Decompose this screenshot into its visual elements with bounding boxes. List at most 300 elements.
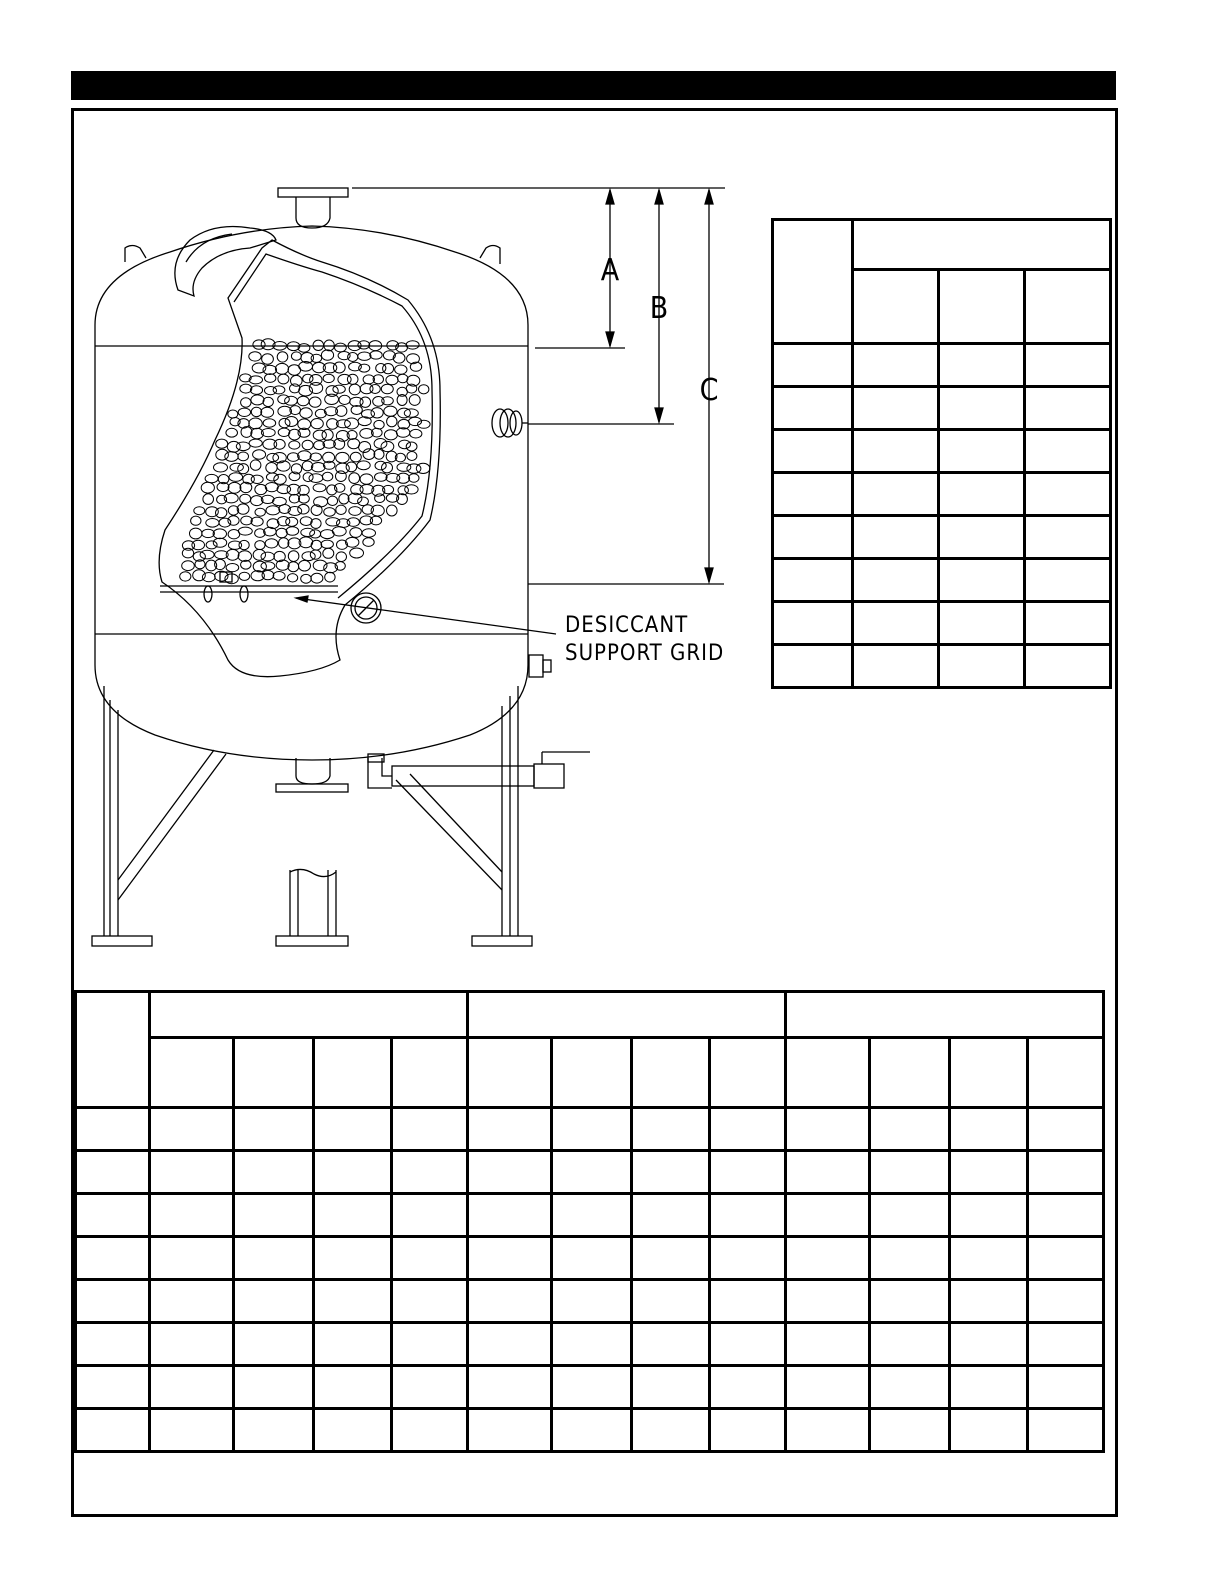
data-table-group-1 — [150, 992, 468, 1038]
desiccant-bead — [238, 408, 250, 416]
desiccant-bead — [359, 364, 370, 372]
dimension-table-cell — [853, 387, 939, 430]
dimension-table — [771, 218, 1112, 689]
desiccant-bead — [384, 406, 397, 416]
data-table-cell — [314, 1108, 392, 1151]
desiccant-bead — [228, 482, 241, 493]
dimension-table-row — [773, 344, 1111, 387]
dimension-table-cell — [1025, 387, 1111, 430]
desiccant-bead — [279, 538, 289, 548]
desiccant-bead — [298, 504, 309, 514]
data-table-cell — [234, 1323, 314, 1366]
data-table-cell — [632, 1108, 710, 1151]
desiccant-bead — [182, 548, 193, 558]
data-table-subheader — [950, 1038, 1028, 1108]
data-table-subheader — [314, 1038, 392, 1108]
data-table-cell — [234, 1366, 314, 1409]
desiccant-bead — [286, 527, 299, 536]
desiccant-bead — [214, 463, 228, 472]
data-table-cell — [710, 1108, 786, 1151]
desiccant-bead — [310, 453, 321, 461]
desiccant-bead — [370, 516, 381, 525]
desiccant-bead — [249, 439, 262, 447]
dimension-table-row — [773, 645, 1111, 688]
data-table-row — [76, 1237, 1104, 1280]
desiccant-bead — [335, 343, 347, 352]
desiccant-bead — [386, 375, 398, 385]
data-table-cell — [786, 1108, 870, 1151]
data-table-cell — [234, 1151, 314, 1194]
dimension-table-cell — [853, 516, 939, 559]
dimension-table-row — [773, 559, 1111, 602]
desiccant-bead — [346, 462, 357, 472]
desiccant-bead — [289, 494, 299, 503]
data-table-cell — [950, 1237, 1028, 1280]
data-table-cell — [468, 1151, 552, 1194]
desiccant-bead — [264, 527, 277, 536]
desiccant-bead — [370, 351, 382, 359]
data-table-cell — [870, 1194, 950, 1237]
data-table-cell — [1028, 1108, 1104, 1151]
desiccant-bead — [240, 494, 251, 503]
dimension-table-cell — [853, 602, 939, 645]
desiccant-bead — [192, 540, 205, 550]
desiccant-bead — [375, 473, 388, 482]
data-table-cell — [870, 1237, 950, 1280]
desiccant-bead — [399, 440, 411, 449]
desiccant-bead — [236, 442, 250, 451]
desiccant-bead — [382, 463, 393, 473]
dimension-table-cell — [939, 516, 1025, 559]
desiccant-bead — [350, 452, 361, 462]
data-table-cell — [234, 1409, 314, 1452]
desiccant-bead — [261, 407, 274, 417]
desiccant-bead — [416, 463, 430, 473]
dimension-table-cell — [1025, 602, 1111, 645]
data-table-cell — [552, 1108, 632, 1151]
desiccant-bead — [363, 538, 374, 547]
data-table-cell — [392, 1151, 468, 1194]
desiccant-bead — [357, 461, 370, 470]
data-table-cell — [786, 1151, 870, 1194]
desiccant-bead — [323, 374, 334, 382]
desiccant-bead — [324, 508, 336, 517]
data-table-group-2 — [468, 992, 786, 1038]
data-table-cell — [552, 1323, 632, 1366]
data-table-cell — [632, 1280, 710, 1323]
desiccant-bead — [250, 386, 262, 395]
dimension-table-cell — [939, 430, 1025, 473]
desiccant-bead — [238, 452, 249, 461]
data-table-cell — [76, 1194, 150, 1237]
data-table-cell — [950, 1108, 1028, 1151]
desiccant-bead — [255, 508, 265, 516]
desiccant-bead — [374, 449, 384, 459]
desiccant-bead — [301, 528, 315, 536]
desiccant-bead — [249, 376, 262, 384]
desiccant-bead — [249, 418, 262, 429]
data-table-cell — [1028, 1280, 1104, 1323]
data-table — [74, 990, 1105, 1453]
data-table-corner — [76, 992, 150, 1108]
top-flange — [278, 188, 348, 197]
desiccant-bead — [303, 473, 313, 482]
desiccant-bead — [300, 408, 312, 418]
callout-leader — [296, 598, 556, 634]
desiccant-bead — [286, 517, 298, 526]
desiccant-bead — [406, 341, 419, 349]
desiccant-bead — [311, 354, 322, 362]
desiccant-bead — [263, 439, 277, 449]
dimension-table-cell — [773, 516, 853, 559]
data-table-subheader — [392, 1038, 468, 1108]
data-table-cell — [710, 1237, 786, 1280]
data-table-cell — [632, 1366, 710, 1409]
dimension-table-cell — [853, 645, 939, 688]
desiccant-bead — [374, 420, 384, 429]
desiccant-bead — [251, 395, 264, 405]
desiccant-bead — [202, 529, 215, 537]
desiccant-bead — [253, 450, 266, 459]
dimension-table-cell — [939, 602, 1025, 645]
desiccant-bead — [406, 442, 417, 451]
desiccant-bead — [249, 352, 261, 361]
data-table-cell — [950, 1409, 1028, 1452]
data-table-cell — [950, 1280, 1028, 1323]
desiccant-bead — [230, 463, 243, 471]
data-table-cell — [632, 1151, 710, 1194]
desiccant-bead — [213, 529, 226, 539]
desiccant-bead — [263, 419, 276, 427]
desiccant-bead — [285, 396, 298, 405]
data-table-cell — [468, 1409, 552, 1452]
desiccant-bead — [202, 573, 215, 582]
desiccant-bead — [203, 494, 214, 505]
desiccant-bead — [238, 551, 251, 562]
dimension-table-cell — [773, 430, 853, 473]
desiccant-bead — [239, 572, 250, 580]
desiccant-bead — [201, 482, 214, 493]
desiccant-bead — [191, 516, 201, 525]
desiccant-bead — [410, 429, 422, 438]
dimension-table-cell — [1025, 430, 1111, 473]
desiccant-bead — [345, 418, 359, 429]
side-nozzle-upper — [492, 409, 528, 437]
data-table-cell — [468, 1366, 552, 1409]
data-table-cell — [1028, 1409, 1104, 1452]
desiccant-bead — [311, 540, 322, 550]
desiccant-bead — [347, 431, 357, 440]
desiccant-bead — [349, 507, 361, 516]
data-table-subheader — [1028, 1038, 1104, 1108]
desiccant-bead — [240, 384, 252, 393]
desiccant-bead — [310, 550, 321, 559]
data-table-cell — [150, 1108, 234, 1151]
data-table-cell — [468, 1280, 552, 1323]
cutaway — [159, 240, 440, 677]
dimension-table-col-c — [1025, 270, 1111, 344]
data-table-cell — [392, 1237, 468, 1280]
desiccant-bead — [313, 484, 326, 492]
desiccant-bead — [409, 474, 419, 482]
desiccant-bead — [325, 394, 339, 404]
dimension-table-cell — [1025, 645, 1111, 688]
desiccant-bead — [225, 452, 238, 462]
data-table-cell — [552, 1194, 632, 1237]
desiccant-bead — [419, 385, 429, 394]
data-table-group-3 — [786, 992, 1104, 1038]
desiccant-bead — [381, 384, 393, 394]
data-table-subheader — [552, 1038, 632, 1108]
desiccant-bead — [241, 427, 252, 438]
data-table-cell — [468, 1323, 552, 1366]
desiccant-bead — [278, 374, 289, 384]
desiccant-bead — [313, 430, 326, 440]
data-table-cell — [552, 1280, 632, 1323]
data-table-cell — [150, 1151, 234, 1194]
data-table-cell — [234, 1194, 314, 1237]
desiccant-bead — [278, 428, 290, 436]
desiccant-bead — [397, 473, 410, 483]
desiccant-bead — [409, 395, 420, 406]
desiccant-bead — [339, 395, 350, 404]
dimension-label-b: B — [649, 291, 669, 326]
desiccant-bead — [274, 439, 285, 449]
desiccant-bead — [311, 573, 323, 583]
data-table-cell — [870, 1366, 950, 1409]
desiccant-bead — [309, 474, 323, 483]
desiccant-bead — [347, 374, 358, 384]
data-table-cell — [1028, 1366, 1104, 1409]
desiccant-bead — [278, 395, 290, 404]
desiccant-bead — [200, 550, 214, 559]
bottom-flange — [276, 784, 348, 792]
dimension-label-c: C — [699, 373, 719, 408]
data-table-cell — [710, 1366, 786, 1409]
desiccant-bead — [262, 354, 274, 365]
data-table-row — [76, 1409, 1104, 1452]
desiccant-bead — [266, 463, 277, 474]
data-table-subheader — [632, 1038, 710, 1108]
data-table-cell — [76, 1366, 150, 1409]
side-port-right — [529, 655, 551, 677]
desiccant-bead — [310, 530, 321, 538]
data-table-cell — [786, 1237, 870, 1280]
desiccant-bead — [347, 518, 359, 527]
desiccant-bead — [297, 396, 309, 406]
desiccant-bead — [266, 473, 278, 481]
desiccant-bead — [360, 397, 371, 407]
data-table-cell — [314, 1194, 392, 1237]
desiccant-bead — [301, 574, 312, 583]
data-table-cell — [632, 1194, 710, 1237]
dimension-table-row — [773, 473, 1111, 516]
dimension-table-cell — [853, 344, 939, 387]
desiccant-bead — [322, 430, 333, 441]
dimension-lines — [352, 188, 725, 584]
desiccant-bead — [262, 570, 274, 579]
desiccant-bead — [371, 408, 383, 418]
data-table-cell — [234, 1108, 314, 1151]
dimension-table-row — [773, 516, 1111, 559]
data-table-cell — [552, 1366, 632, 1409]
desiccant-bead — [327, 496, 337, 505]
desiccant-bead — [309, 397, 321, 407]
desiccant-bead — [348, 439, 360, 449]
desiccant-beads — [180, 339, 430, 584]
desiccant-bead — [321, 350, 333, 360]
dimension-table-row — [773, 387, 1111, 430]
desiccant-bead — [206, 519, 219, 528]
desiccant-bead — [362, 529, 375, 537]
desiccant-bead — [348, 353, 358, 362]
data-table-cell — [786, 1409, 870, 1452]
data-table-subheader — [150, 1038, 234, 1108]
desiccant-bead — [336, 471, 347, 482]
desiccant-bead — [299, 560, 311, 571]
desiccant-bead — [333, 385, 345, 393]
data-table-cell — [710, 1151, 786, 1194]
support-legs — [92, 686, 532, 946]
dimension-table-cell — [939, 645, 1025, 688]
data-table-cell — [76, 1409, 150, 1452]
dimension-table-cell — [1025, 344, 1111, 387]
desiccant-bead — [278, 406, 292, 416]
desiccant-bead — [285, 417, 298, 427]
dimension-table-row — [773, 430, 1111, 473]
dimension-table-cell — [773, 559, 853, 602]
desiccant-bead — [182, 561, 195, 571]
data-table-row — [76, 1194, 1104, 1237]
dimension-table-cell — [1025, 473, 1111, 516]
data-table-cell — [710, 1280, 786, 1323]
desiccant-bead — [216, 439, 228, 448]
desiccant-bead — [382, 397, 394, 405]
data-table-cell — [392, 1108, 468, 1151]
data-table-cell — [552, 1237, 632, 1280]
desiccant-bead — [261, 552, 274, 561]
data-table-cell — [786, 1323, 870, 1366]
desiccant-bead — [370, 385, 380, 394]
desiccant-bead — [336, 452, 349, 463]
desiccant-bead — [206, 541, 217, 549]
data-table-cell — [392, 1366, 468, 1409]
desiccant-bead — [387, 505, 398, 516]
desiccant-bead — [321, 540, 333, 548]
desiccant-bead — [190, 528, 202, 539]
lifting-lug-right — [480, 246, 500, 265]
desiccant-bead — [250, 460, 261, 470]
data-table-cell — [76, 1323, 150, 1366]
desiccant-bead — [374, 439, 387, 449]
data-table-subheader — [870, 1038, 950, 1108]
dimension-table-cell — [853, 473, 939, 516]
desiccant-bead — [216, 508, 227, 518]
desiccant-bead — [194, 507, 205, 515]
data-table-cell — [314, 1151, 392, 1194]
callout-line-2: SUPPORT GRID — [565, 641, 725, 666]
data-table-cell — [392, 1280, 468, 1323]
dimension-label-a: A — [600, 253, 620, 288]
data-table-cell — [710, 1194, 786, 1237]
data-table-cell — [150, 1280, 234, 1323]
data-table-cell — [392, 1409, 468, 1452]
data-table-cell — [1028, 1237, 1104, 1280]
data-table-subheader — [234, 1038, 314, 1108]
dimension-table-row — [773, 602, 1111, 645]
desiccant-bead — [253, 549, 265, 560]
vessel-shell — [95, 226, 528, 760]
dimension-table-group-header — [853, 220, 1111, 270]
data-table-cell — [392, 1194, 468, 1237]
desiccant-bead — [273, 572, 285, 581]
callout-line-1: DESICCANT — [565, 613, 689, 638]
desiccant-bead — [323, 548, 334, 558]
data-table-row — [76, 1108, 1104, 1151]
desiccant-bead — [358, 341, 370, 349]
desiccant-bead — [332, 527, 346, 536]
data-table-cell — [150, 1194, 234, 1237]
desiccant-bead — [255, 541, 265, 550]
desiccant-bead — [349, 473, 360, 484]
bottom-nozzle — [296, 758, 330, 784]
desiccant-bead — [358, 417, 371, 426]
desiccant-bead — [251, 517, 263, 526]
desiccant-bead — [339, 494, 349, 504]
desiccant-bead — [276, 560, 289, 570]
dimension-table-cell — [773, 387, 853, 430]
dimension-table-cell — [1025, 516, 1111, 559]
lifting-lug-left — [125, 246, 146, 263]
desiccant-bead — [277, 352, 288, 362]
desiccant-bead — [275, 363, 288, 374]
desiccant-bead — [291, 352, 301, 360]
data-table-cell — [468, 1237, 552, 1280]
desiccant-bead — [349, 384, 360, 395]
desiccant-bead — [263, 397, 273, 406]
desiccant-bead — [375, 494, 385, 503]
data-table-cell — [1028, 1151, 1104, 1194]
desiccant-bead — [241, 516, 253, 525]
desiccant-bead — [313, 340, 324, 350]
data-table-cell — [468, 1108, 552, 1151]
desiccant-bead — [265, 374, 276, 383]
data-table-row — [76, 1151, 1104, 1194]
data-table-cell — [234, 1280, 314, 1323]
desiccant-bead — [360, 474, 373, 484]
desiccant-bead — [322, 472, 332, 481]
data-table-cell — [150, 1323, 234, 1366]
data-table-cell — [950, 1194, 1028, 1237]
top-nozzle — [296, 197, 330, 228]
data-table-cell — [786, 1194, 870, 1237]
data-table-cell — [76, 1108, 150, 1151]
desiccant-bead — [346, 537, 359, 547]
data-table-subheader — [786, 1038, 870, 1108]
desiccant-bead — [358, 352, 371, 360]
desiccant-bead — [302, 440, 313, 450]
desiccant-bead — [239, 540, 249, 549]
data-table-cell — [150, 1409, 234, 1452]
data-table-cell — [950, 1323, 1028, 1366]
desiccant-bead — [336, 552, 346, 562]
drain-pipe — [368, 752, 590, 788]
data-table-cell — [632, 1237, 710, 1280]
dimension-table-col-a — [853, 270, 939, 344]
data-table-cell — [234, 1237, 314, 1280]
desiccant-bead — [405, 485, 418, 494]
desiccant-bead — [226, 564, 239, 572]
